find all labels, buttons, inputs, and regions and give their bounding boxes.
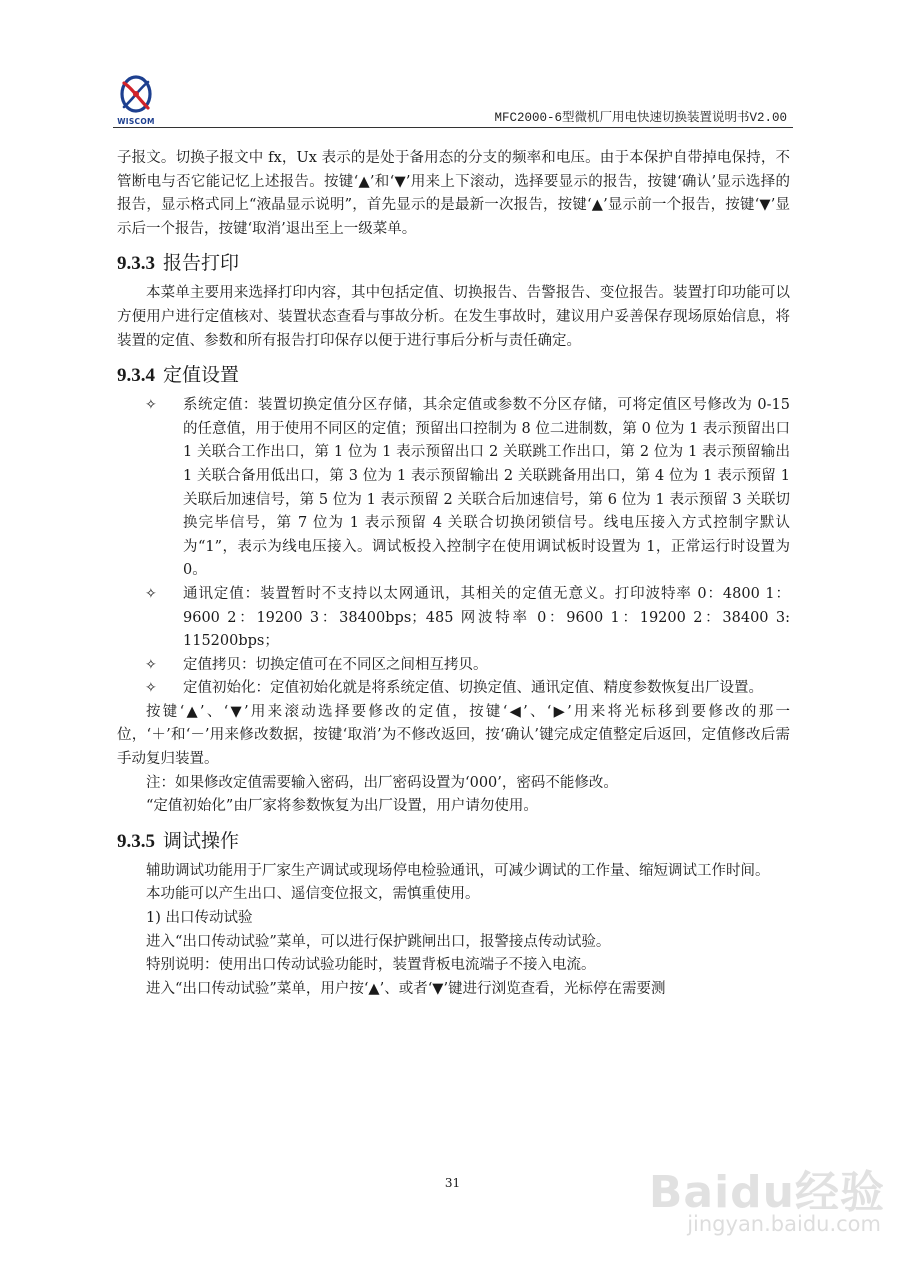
section-title: 报告打印 bbox=[163, 252, 240, 275]
section-title: 定值设置 bbox=[163, 364, 240, 387]
init-warning: “定值初始化”由厂家将参数恢复为出厂设置，用户请勿使用。 bbox=[146, 798, 538, 815]
intro-paragraph: 子报文。切换子报文中 fx，Ux 表示的是处于备用态的分支的频率和电压。由于本保护自带掉电保持，不管断电与否它能记忆上述报告。按键‘▲’和‘▼’用来上下滚动，选择要显示的报告，按键‘确认’显示选择的报告，显示格式同上“液晶显示说明”，首先显示的是最新一次报告，按键‘▲’显示前一个报告，按键‘▼’显示后一个报告，按键‘取消’退出至上一级菜单。 bbox=[117, 150, 790, 237]
password-note: 注：如果修改定值需要输入密码，出厂密码设置为‘000’，密码不能修改。 bbox=[146, 774, 618, 791]
bullet-settings-init bbox=[145, 677, 790, 701]
debug-paragraph: 本功能可以产生出口、遥信变位报文，需慎重使用。 bbox=[146, 886, 480, 903]
diamond-bullet-icon: ✧ bbox=[145, 397, 157, 414]
debug-paragraph: 进入“出口传动试验”菜单，用户按‘▲’、或者‘▼’键进行浏览查看，光标停在需要测 bbox=[146, 980, 666, 997]
document-header-title: MFC2000-6型微机厂用电快速切换装置说明书V2.00 bbox=[494, 111, 787, 125]
logo-text: WISCOM bbox=[117, 117, 155, 126]
section-title: 调试操作 bbox=[163, 829, 240, 852]
section-heading-9-3-3 bbox=[117, 249, 790, 278]
section-number: 9.3.4 bbox=[117, 365, 155, 387]
watermark-url: jingyan.baidu.com bbox=[687, 1212, 881, 1236]
bullet-comm-settings bbox=[145, 583, 790, 654]
diamond-bullet-icon: ✧ bbox=[145, 585, 157, 602]
page-number: 31 bbox=[444, 1176, 461, 1190]
header-divider bbox=[113, 127, 793, 128]
debug-paragraph: 进入“出口传动试验”菜单，可以进行保护跳闸出口，报警接点传动试验。 bbox=[146, 933, 611, 950]
debug-paragraph: 辅助调试功能用于厂家生产调试或现场停电检验通讯，可减少调试的工作量、缩短调试工作时间。 bbox=[146, 862, 770, 879]
bullet-text: 定值初始化：定值初始化就是将系统定值、切换定值、通讯定值、精度参数恢复出厂设置。 bbox=[183, 680, 763, 697]
section-number: 9.3.5 bbox=[117, 830, 155, 852]
document-body bbox=[117, 147, 790, 1001]
key-usage-paragraph: 按键‘▲’、‘▼’用来滚动选择要修改的定值，按键‘◀’、‘▶’用来将光标移到要修改的那一位，‘＋’和‘－’用来修改数据，按键‘取消’为不修改返回，按‘确认’键完成定值整定后返回，定值修改后需手动复归装置。 bbox=[117, 703, 790, 768]
bullet-text: 通讯定值：装置暂时不支持以太网通讯，其相关的定值无意义。打印波特率 0：4800 1：9600 2：19200 3：38400bps；485 网波特率 0：9600 1：19200 2：38400 3: 115200bps； bbox=[183, 585, 790, 650]
bullet-system-settings bbox=[145, 394, 790, 583]
diamond-bullet-icon: ✧ bbox=[145, 680, 157, 697]
debug-subheading: 1) 出口传动试验 bbox=[146, 910, 253, 927]
diamond-bullet-icon: ✧ bbox=[145, 656, 157, 673]
watermark-brand: Baidu经验 bbox=[648, 1167, 885, 1218]
bullet-text: 定值拷贝：切换定值可在不同区之间相互拷贝。 bbox=[183, 656, 488, 673]
section-number: 9.3.3 bbox=[117, 253, 155, 275]
bullet-settings-copy bbox=[145, 654, 790, 678]
section-heading-9-3-5 bbox=[117, 827, 790, 856]
bullet-text: 系统定值：装置切换定值分区存储，其余定值或参数不分区存储，可将定值区号修改为 0-15 的任意值，用于使用不同区的定值；预留出口控制为 8 位二进制数，第 0 位为 1 表示预留出口 1 关联合工作出口，第 1 位为 1 表示预留出口 2 关联跳工作出口，第 2 位为 1 表示预留输出 1 关联合备用低出口，第 3 位为 1 表示预留输出 2 关联跳备用出口，第 4 位为 1 表示预留 1 关联后加速信号，第 5 位为 1 表示预留 2 关联合后加速信号，第 6 位为 1 表示预留 3 关联切换完毕信号，第 7 位为 1 表示预留 4 关联合切换闭锁信号。线电压接入方式控制字默认为“1”，表示为线电压接入。调试板投入控制字在使用调试板时设置为 1，正常运行时设置为 0。 bbox=[183, 397, 790, 579]
settings-bullet-list bbox=[117, 394, 790, 701]
baidu-watermark bbox=[648, 1156, 885, 1266]
section-heading-9-3-4 bbox=[117, 361, 790, 390]
debug-paragraph: 特别说明：使用出口传动试验功能时，装置背板电流端子不接入电流。 bbox=[146, 957, 596, 974]
report-print-paragraph: 本菜单主要用来选择打印内容，其中包括定值、切换报告、告警报告、变位报告。装置打印功能可以方便用户进行定值核对、装置状态查看与事故分析。在发生事故时，建议用户妥善保存现场原始信息，将装置的定值、参数和所有报告打印保存以便于进行事后分析与责任确定。 bbox=[117, 285, 790, 349]
